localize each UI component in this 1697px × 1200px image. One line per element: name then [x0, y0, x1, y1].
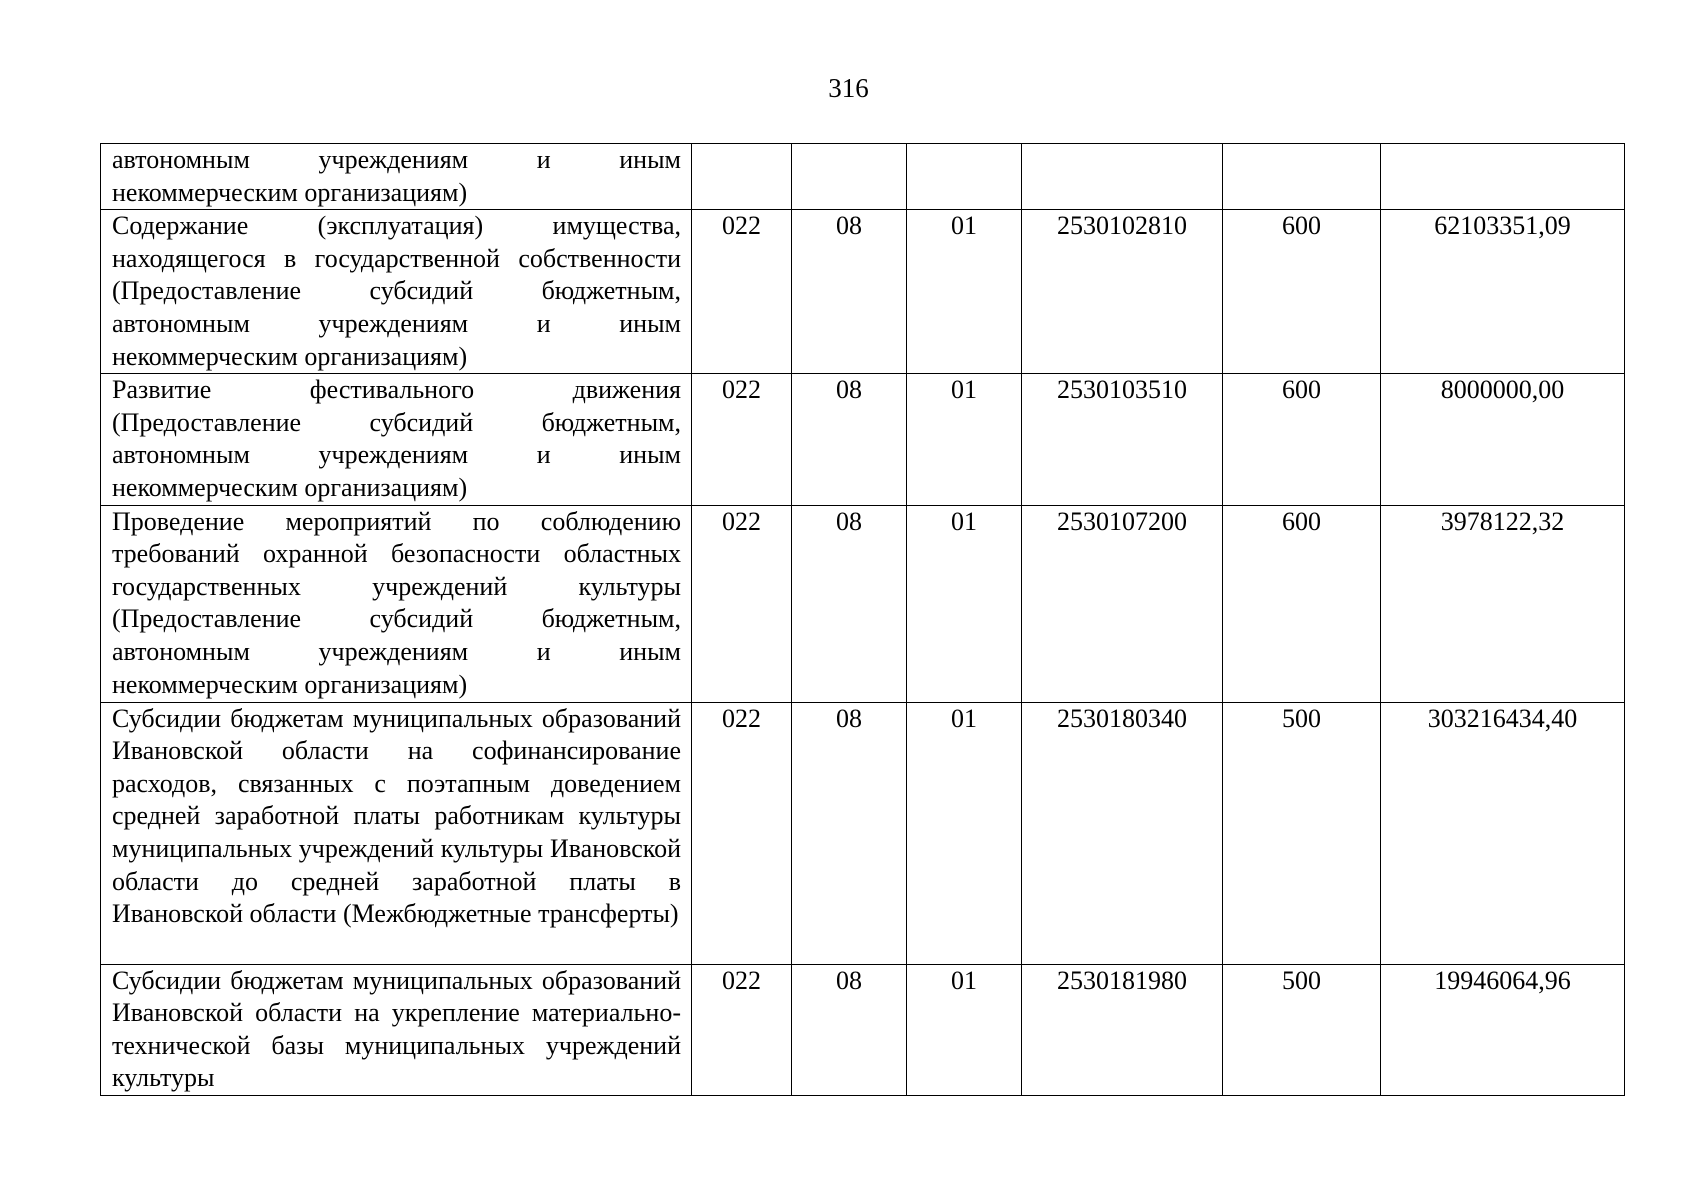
amount: 3978122,32 — [1381, 505, 1625, 702]
ministry-code — [692, 144, 792, 210]
ministry-code: 022 — [692, 210, 792, 374]
amount: 62103351,09 — [1381, 210, 1625, 374]
ministry-code: 022 — [692, 374, 792, 505]
amount — [1381, 144, 1625, 210]
section-code: 08 — [792, 702, 907, 964]
subsection-code: 01 — [907, 964, 1022, 1095]
target-article-code: 2530181980 — [1022, 964, 1223, 1095]
section-code: 08 — [792, 964, 907, 1095]
ministry-code: 022 — [692, 505, 792, 702]
table-row — [101, 505, 1625, 702]
section-code: 08 — [792, 210, 907, 374]
ministry-code: 022 — [692, 964, 792, 1095]
budget-table — [100, 143, 1625, 1096]
table-row — [101, 964, 1625, 1095]
expense-description: Субсидии бюджетам муниципальных образований Ивановской области на укрепление материально-технической базы муниципальных учреждений культуры — [101, 964, 692, 1095]
expense-type-code — [1223, 144, 1381, 210]
subsection-code — [907, 144, 1022, 210]
amount: 303216434,40 — [1381, 702, 1625, 964]
table-row — [101, 374, 1625, 505]
expense-description: Проведение мероприятий по соблюдению требований охранной безопасности областных государственных учреждений культуры (Предоставление субсидий бюджетным, автономным учреждениям и иным некоммерческим организациям) — [101, 505, 692, 702]
expense-type-code: 600 — [1223, 210, 1381, 374]
amount: 8000000,00 — [1381, 374, 1625, 505]
target-article-code: 2530102810 — [1022, 210, 1223, 374]
expense-type-code: 600 — [1223, 505, 1381, 702]
table-row — [101, 702, 1625, 964]
expense-type-code: 500 — [1223, 702, 1381, 964]
target-article-code: 2530107200 — [1022, 505, 1223, 702]
expense-description: Содержание (эксплуатация) имущества, находящегося в государственной собственности (Предоставление субсидий бюджетным, автономным учреждениям и иным некоммерческим организациям) — [101, 210, 692, 374]
section-code — [792, 144, 907, 210]
page-number: 316 — [828, 73, 869, 103]
target-article-code: 2530180340 — [1022, 702, 1223, 964]
section-code: 08 — [792, 374, 907, 505]
expense-type-code: 500 — [1223, 964, 1381, 1095]
expense-type-code: 600 — [1223, 374, 1381, 505]
expense-description: Субсидии бюджетам муниципальных образований Ивановской области на софинансирование расходов, связанных с поэтапным доведением средней заработной платы работникам культуры муниципальных учреждений культуры Ивановской области до средней заработной платы в Ивановской области (Межбюджетные трансферты) — [101, 702, 692, 964]
section-code: 08 — [792, 505, 907, 702]
target-article-code: 2530103510 — [1022, 374, 1223, 505]
table-row — [101, 144, 1625, 210]
subsection-code: 01 — [907, 702, 1022, 964]
expense-description: Развитие фестивального движения (Предоставление субсидий бюджетным, автономным учреждениям и иным некоммерческим организациям) — [101, 374, 692, 505]
subsection-code: 01 — [907, 374, 1022, 505]
subsection-code: 01 — [907, 210, 1022, 374]
ministry-code: 022 — [692, 702, 792, 964]
target-article-code — [1022, 144, 1223, 210]
table-row — [101, 210, 1625, 374]
amount: 19946064,96 — [1381, 964, 1625, 1095]
subsection-code: 01 — [907, 505, 1022, 702]
expense-description: автономным учреждениям и иным некоммерческим организациям) — [101, 144, 692, 210]
